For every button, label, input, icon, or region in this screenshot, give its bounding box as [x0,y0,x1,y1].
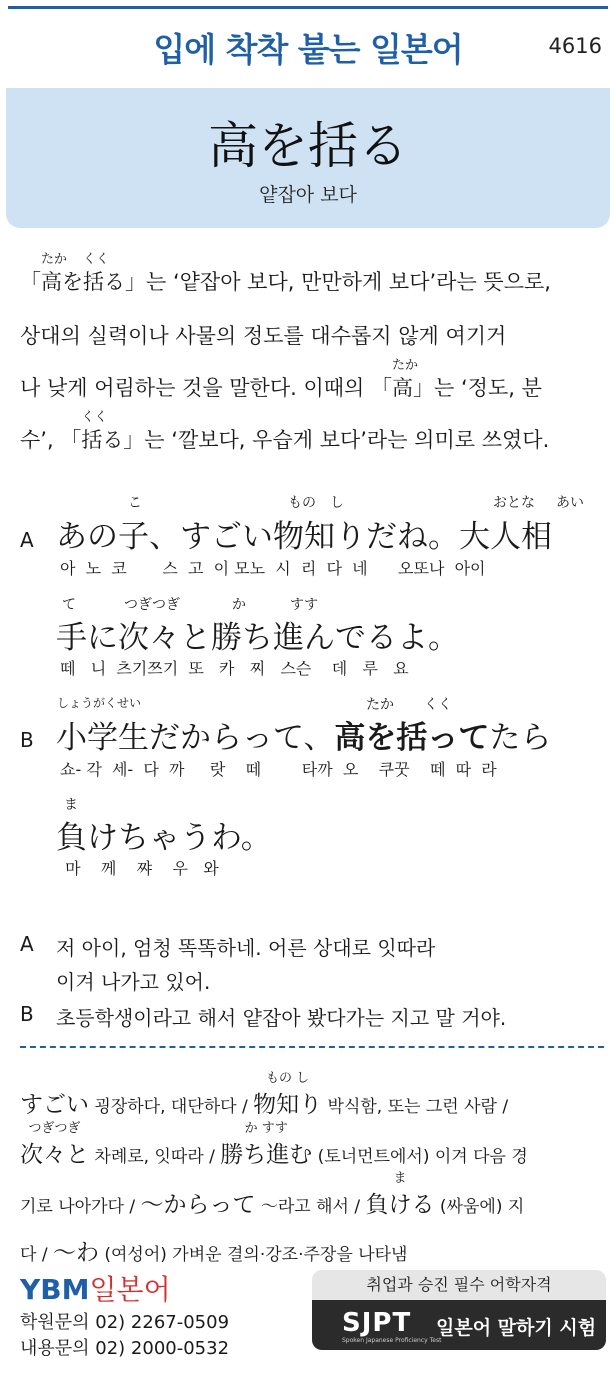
explanation-line-2: 상대의 실력이나 사물의 정도를 대수롭지 않게 여기거 [20,324,507,348]
example-b-line-1: 小学生だからって、高を括ってたら [56,720,552,756]
vocab-line-1: すごい 굉장하다, 대단하다 / もの し 物知り 박식함, 또는 그런 사람 / [20,1071,509,1118]
dashed-divider [20,1046,604,1048]
top-rule [8,6,608,9]
example-b-line-1-reading: 쇼- 각 세- 다 까 랏 떼 타까 오 쿠꿋 떼 따 라 [60,760,497,779]
ruby-taka: たか [392,358,419,373]
ruby: つぎつぎ [124,597,180,613]
ybm-logo: YBM일본어 [20,1273,171,1306]
ruby: しょうがくせい [57,696,142,710]
ruby-kuku: くく [83,252,110,267]
example-a-line-2-reading: 떼 니 츠기쯔기 또 카 찌 스슨 데 루 요 [60,659,409,678]
example-a-line-1-reading: 아 노 코 스 고 이 모노 시 리 다 네 오또나 아이 [60,559,486,578]
ruby: たか [366,697,394,713]
example-b-line-2: 負けちゃうわ。 [56,820,272,856]
highlighted-expression: 高を括って [334,720,490,756]
explanation-line-1: 「 たか 高を くく 括る」는 ‘얕잡아 보다, 만만하게 보다’라는 뜻으로, [20,252,551,294]
speaker-b-label: B [20,728,34,752]
translation-a-label: A [20,932,34,956]
expression-title: 高を括る [208,117,408,175]
issue-number: 4616 [548,34,602,58]
translation-b-line: 초등학생이라고 해서 얕잡아 봤다가는 지고 말 거야. [56,1006,507,1030]
speaker-a-label: A [20,528,34,552]
ruby: すす [290,597,319,613]
vocab-line-3: 기로 나아가다 / 〜からって 〜라고 해서 / ま 負ける (싸움에) 지 [20,1171,525,1218]
translation-b-label: B [20,1002,34,1026]
explanation-line-3: 나 낮게 어림하는 것을 말한다. 이때의 「 たか 高」는 ‘정도, 분 [20,358,542,400]
ruby-taka: たか [41,252,68,267]
translation-a-line-2: 이겨 나가고 있어. [56,970,211,994]
expression-meaning: 얕잡아 보다 [259,184,357,206]
ruby: おとな [493,495,535,511]
ruby: あい [556,495,584,511]
translation-a-line-1: 저 아이, 엄청 똑똑하네. 어른 상대로 잇따라 [56,936,436,960]
ruby: くく [424,697,452,713]
vocab-line-2: つぎつぎ 次々と 차례로, 잇따라 / か すす 勝ち進む (토너먼트에서) 이겨 다음 경 [20,1121,528,1168]
ruby: ま [64,797,78,813]
example-a-line-1: あの子、すごい物知りだね。大人相 [56,519,552,555]
ruby: か [232,597,246,613]
ruby: し [330,495,344,511]
sjpt-tagline: 취업과 승진 필수 어학자격 [312,1270,606,1300]
example-b-line-2-reading: 마 께 쨔 우 와 [60,859,219,878]
ruby-kuku: くく [81,410,108,425]
contact-content: 내용문의 02) 2000-0532 [20,1338,230,1359]
ruby: て [62,597,76,613]
ruby: もの [288,495,316,511]
example-a-line-2: 手に次々と勝ち進んでるよ。 [56,620,459,656]
contact-academy: 학원문의 02) 2267-0509 [20,1312,230,1333]
column-title: 입에 착착 붙는 일본어 [153,30,463,69]
sjpt-description: 일본어 말하기 시험 [436,1317,597,1339]
sjpt-logo: SJPT [342,1308,412,1338]
sjpt-banner [312,1300,606,1350]
ruby: こ [128,495,142,511]
vocab-line-4: 다 / 〜わ (여성어) 가벼운 결의·강조·주장을 나타냄 [20,1240,408,1266]
sjpt-subtitle: Spoken Japanese Proficiency Test [342,1337,442,1344]
explanation-line-4: 수’, 「 くく 括る」는 ‘깔보다, 우습게 보다’라는 의미로 쓰였다. [20,410,550,452]
